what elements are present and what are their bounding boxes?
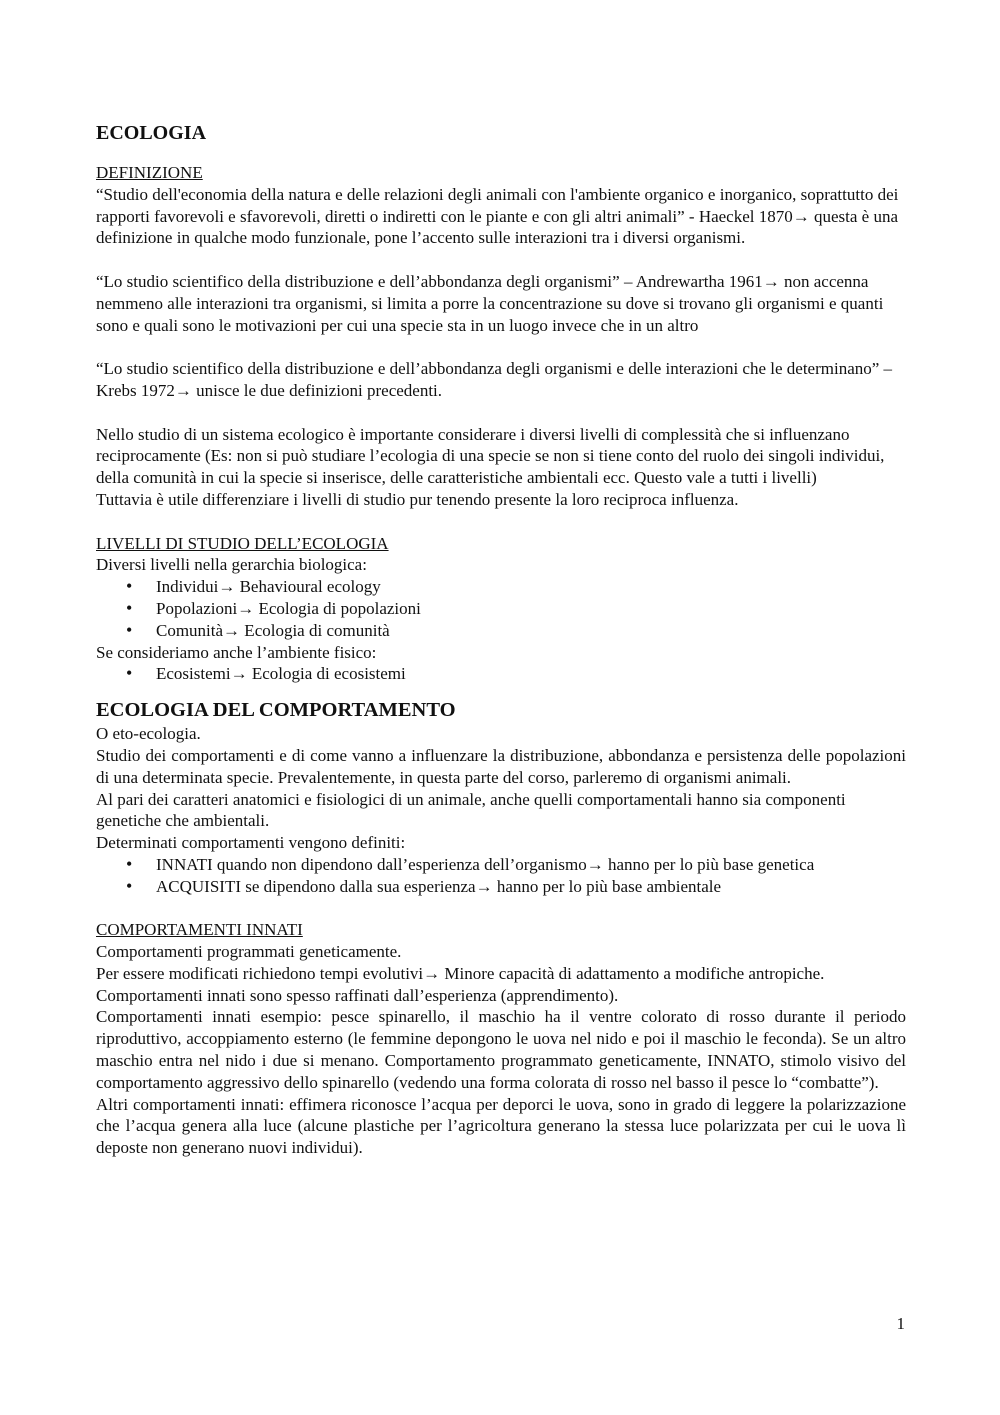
section-heading-innati: COMPORTAMENTI INNATI (96, 920, 303, 940)
bullet-list (96, 854, 906, 898)
paragraph: Nello studio di un sistema ecologico è importante considerare i diversi livelli di complessità che si influenzano reciprocamente (Es: non si può studiare l’ecologia di una specie se non si tiene conto del ruolo dei singoli individui, della comunità in cui la specie si inserisce, delle caratteristiche ambientali ecc. Questo vale a tutti i livelli) (96, 424, 885, 488)
section-title-comportamento: ECOLOGIA DEL COMPORTAMENTO (96, 699, 456, 722)
list-item: • Comunità→ Ecologia di comunità (156, 620, 906, 642)
paragraph: Determinati comportamenti vengono definiti: (96, 833, 406, 853)
list-item: • Ecosistemi→ Ecologia di ecosistemi (156, 663, 906, 685)
paragraph: “Lo studio scientifico della distribuzione e dell’abbondanza degli organismi” – Andrewartha 1961→ non accenna nemmeno alle interazioni tra organismi, si limita a porre la concentrazione su dove si trovano gli organismi e quanti sono e quali sono le motivazioni per cui una specie sta in un luogo invece che in un altro (96, 271, 884, 335)
paragraph: Se consideriamo anche l’ambiente fisico: (96, 642, 377, 662)
list-item: • ACQUISITI se dipendono dalla sua esperienza→ hanno per lo più base ambientale (156, 876, 906, 898)
paragraph: Diversi livelli nella gerarchia biologica: (96, 555, 367, 575)
paragraph: “Studio dell'economia della natura e delle relazioni degli animali con l'ambiente organico e inorganico, soprattutto dei rapporti favorevoli e sfavorevoli, diretti o indiretti con le piante e con gli altri animali” - Haeckel 1870→ questa è una definizione in qualche modo funzionale, pone l’accento sulle interazioni tra i diversi organismi. (96, 184, 899, 248)
paragraph: Comportamenti innati esempio: pesce spinarello, il maschio ha il ventre colorato di rosso durante il periodo riproduttivo, accoppiamento esterno (le femmine depongono le uova nel nido e poi il maschio le feconda). Se un altro maschio entra nel nido i due si menano. Comportamento programmato geneticamente, INNATO, stimolo visivo del comportamento aggressivo dello spinarello (vedendo una forma colorata di rosso nel basso il pesce lo “combatte”). (96, 1007, 906, 1092)
list-item: • Popolazioni→ Ecologia di popolazioni (156, 598, 906, 620)
section-heading-definizione: DEFINIZIONE (96, 163, 203, 182)
paragraph: Tuttavia è utile differenziare i livelli di studio pur tenendo presente la loro reciproca influenza. (96, 489, 739, 509)
paragraph: Comportamenti programmati geneticamente. (96, 942, 402, 962)
document-title: ECOLOGIA (96, 122, 207, 144)
paragraph: Al pari dei caratteri anatomici e fisiologici di un animale, anche quelli comportamentali hanno sia componenti genetiche che ambientali. (96, 789, 846, 831)
document-page (96, 120, 906, 1159)
paragraph: Studio dei comportamenti e di come vanno a influenzare la distribuzione, abbondanza e persistenza delle popolazioni di una determinata specie. Prevalentemente, in questa parte del corso, parleremo di organismi animali. (96, 745, 906, 787)
paragraph: Altri comportamenti innati: effimera riconosce l’acqua per deporci le uova, sono in grado di leggere la polarizzazione che l’acqua genera alla luce (alcune plastiche per l’agricoltura generano la stessa luce polarizzata per cui le uova lì deposte non generano nuovi individui). (96, 1094, 906, 1158)
paragraph: Per essere modificati richiedono tempi evolutivi→ Minore capacità di adattamento a modifiche antropiche. (96, 963, 825, 983)
bullet-list (96, 576, 906, 641)
list-item: • Individui→ Behavioural ecology (156, 576, 906, 598)
bullet-list (96, 663, 906, 685)
list-item: • INNATI quando non dipendono dall’esperienza dell’organismo→ hanno per lo più base genetica (156, 854, 906, 876)
paragraph: Comportamenti innati sono spesso raffinati dall’esperienza (apprendimento). (96, 985, 619, 1005)
paragraph: O eto-ecologia. (96, 724, 201, 744)
paragraph: “Lo studio scientifico della distribuzione e dell’abbondanza degli organismi e delle interazioni che le determinano” – Krebs 1972→ unisce le due definizioni precedenti. (96, 359, 893, 400)
section-heading-livelli: LIVELLI DI STUDIO DELL’ECOLOGIA (96, 533, 389, 553)
page-number: 1 (896, 1314, 905, 1333)
